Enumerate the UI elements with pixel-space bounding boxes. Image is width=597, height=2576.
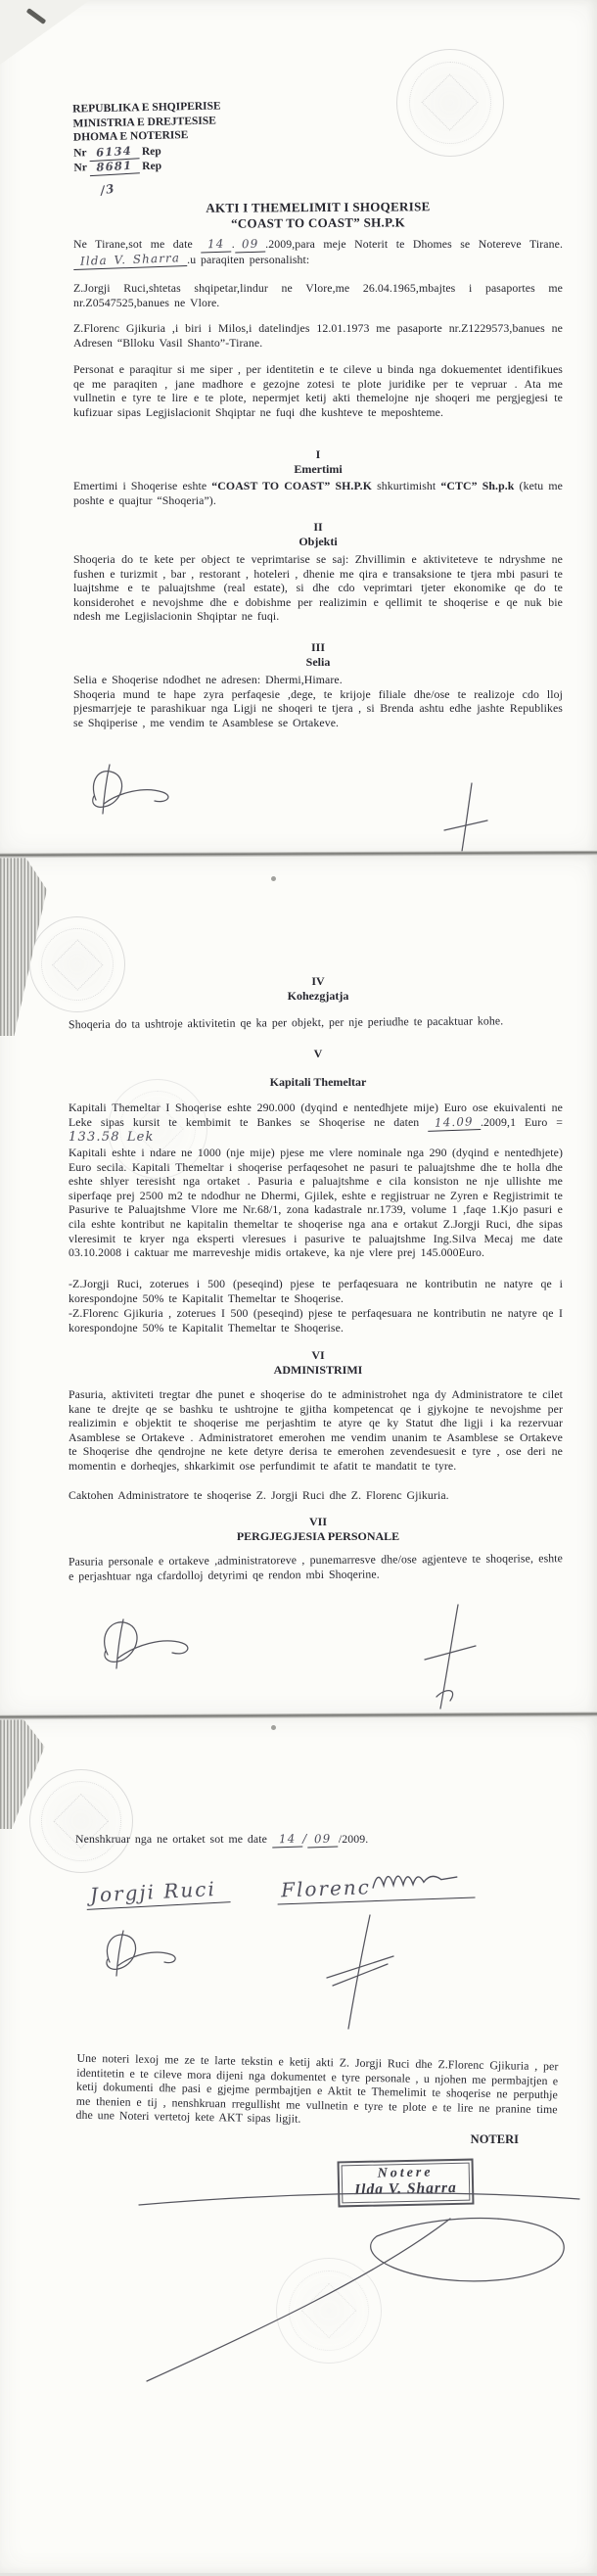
notary-stamp-title: Notere	[377, 2165, 434, 2181]
letterhead-line-1: REPUBLIKA E SHQIPERISE	[72, 100, 221, 116]
staple-mark	[271, 876, 276, 881]
paper-fold-corner	[0, 0, 90, 65]
signing-date-line	[75, 1832, 506, 1848]
article-1-seg-3: shkurtimisht	[372, 479, 441, 492]
article-5-seg-2: .2009,1 Euro =	[480, 1114, 563, 1129]
article-5-capital-paragraph	[69, 1101, 563, 1146]
document-title-line-1: AKTI I THEMELIMIT I SHOQERISE	[206, 199, 431, 215]
article-6-administrators-line: Caktohen Administratore te shoqerise Z. Jorgji Ruci dhe Z. Florenc Gjikuria.	[69, 1488, 449, 1502]
florenc-cross-mark-page3	[323, 1913, 401, 2031]
article-2-body: Shoqeria do te kete per object te veprimtarise se saj: Zhvillimin e aktiviteteve te ndryshme ne fushen e turizmit , bar , restorant , hoteleri , dhenie me qira e transaksione te tjera mbi pasuri te luajtshme e te paluajtshme (real estate), si dhe cdo veprimtari tjeter ekonomike qe do te konsiderohet e nevojshme dhe e dobishme per realizimin e qellimit te shoqerise e qe nuk bie ndesh me Legjislacionin Shqiptar ne fuqi.	[73, 552, 563, 624]
article-1-number: I	[315, 447, 321, 461]
article-1-title: Emertimi	[294, 462, 343, 476]
article-5-title: Kapitali Themeltar	[269, 1075, 367, 1089]
jorgji-initials-signature-page3	[96, 1925, 190, 1982]
intro-paragraph	[73, 237, 563, 267]
rep-2-handwritten-number: 8681	[89, 158, 140, 175]
article-5-number: V	[313, 1047, 323, 1060]
article-7-number: VII	[308, 1515, 327, 1528]
article-1-seg-1: Emertimi i Shoqerise eshte	[73, 479, 212, 492]
rep-1-handwritten-number: 6134	[89, 143, 140, 161]
document-title-line-2: “COAST TO COAST” SH.P.K	[230, 213, 406, 231]
signing-pre: Nenshkruar nga ne ortaket sot me date	[75, 1832, 267, 1846]
article-2-number: II	[313, 520, 323, 534]
notary-signature-flourish	[127, 2185, 587, 2396]
letterhead-line-2: MINISTRIA E DREJTESISE	[72, 115, 216, 130]
article-3-title: Selia	[305, 655, 331, 669]
article-4-title: Kohezgjatja	[287, 989, 349, 1003]
company-name-bold: “COAST TO COAST” SH.P.K	[211, 479, 373, 492]
handwritten-signing-month: 09	[307, 1831, 339, 1848]
handwritten-exchange-rate: 133.58 Lek	[69, 1130, 155, 1146]
article-3-body	[73, 673, 563, 729]
signing-post: /2009.	[338, 1832, 369, 1846]
rep-2-handwritten-subnumber: /3	[99, 180, 116, 198]
florenc-signature-text: Florenc	[280, 1875, 372, 1902]
jorgji-initials-signature-page1	[80, 757, 188, 820]
intro-post: .u paraqiten personalisht:	[187, 252, 310, 266]
rep-1-label: Nr	[73, 146, 87, 160]
share-florenc-paragraph: -Z.Florenc Gjikuria , zoterues I 500 (peseqind) pjese te perfaqesuara ne kontributin ne natyre qe I korespondojne 50% te Kapitalit Themeltar te Shoqerise.	[69, 1306, 563, 1335]
florenc-signature-flourish	[370, 1865, 461, 1894]
letterhead-line-3: DHOMA E NOTERISE	[72, 129, 189, 144]
handwritten-day: 14	[201, 236, 232, 253]
notary-stamp-name: Ilda V. Sharra	[353, 2178, 457, 2199]
article-4-number: IV	[311, 974, 325, 988]
document-title	[73, 198, 563, 231]
article-7-title: PERGJEGJESIA PERSONALE	[236, 1529, 400, 1543]
article-6-body: Pasuria, aktiviteti tregtar dhe punet e shoqerise do te administrohet nga dy Administratore te cilet kane te drejte qe se bashku te ushtrojne te gjitha kompetencat qe i gjykojne te nevojshme per realizimin e objektit te shoqerise me perjashtim te atyre qe ky Statut dhe ligji i ka rezervuar Asamblese se Ortakeve . Administratoret emerohen me vendim unanim te Asamblese se Ortakeve te Shoqerise dhe qendrojne ne kete detyre derisa te emerohen zevendesuesit e tyre , ose deri ne momentin e dorheqjes, shkarkimit ose perfundimit te afatit te mandatit te tyre.	[69, 1387, 563, 1473]
jorgji-ruci-handwritten-signature: Jorgji Ruci	[85, 1876, 230, 1910]
notary-attestation-paragraph: Une noteri lexoj me ze te larte tekstin e ketij akti Z. Jorgji Ruci dhe Z.Florenc Gjikuria , per identitetin e te cileve mora dijeni nga dokumentet e tyre personale , u njohen me permbajtjen e ketij dokumenti dhe pasi e gjejme permbajtjen e Aktit te Themelimit te shoqerise ne perputhje me thenien e tij , nenshkruan rregullisht me vullnetin e tyre te plote e te lire ne pranine time dhe une Noteri vertetoj kete AKT sipas ligjit.	[75, 2050, 559, 2127]
company-abbreviation-bold: “CTC” Sh.p.k	[440, 479, 515, 492]
article-3-body-1: Selia e Shoqerise ndodhet ne adresen: Dhermi,Himare.	[73, 673, 343, 686]
handwritten-notary-name: Ilda V. Sharra	[73, 251, 188, 270]
article-7-body: Pasuria personale e ortakeve ,administratoreve , punemarresve dhe/ose agjenteve te shoqerise, eshte e perjashtuar nga cfardolloj detyrimi qe rendon mbi Shoqerine.	[68, 1551, 563, 1583]
rep-1-suffix: Rep	[141, 145, 161, 158]
intro-pre: Ne Tirane,sot me date	[73, 237, 193, 251]
florenc-handwritten-signature	[276, 1864, 475, 1904]
founder-1-paragraph: Z.Jorgji Ruci,shtetas shqipetar,lindur ne Vlore,me 26.04.1965,mbajtes i pasaportes me nr.Z0547525,banues ne Vlore.	[73, 281, 563, 309]
article-5-property-paragraph: Kapitali eshte i ndare ne 1000 (nje mije) pjese me vlere nominale nga 290 (dyqind e nentedhjete) Euro secila. Kapitali Themeltar i shoqerise perfaqesohet ne pasuri te paluajtshme dhe te holla dhe eshte shlyer teresisht nga ortaket . Pasuria e paluajtshme e cila konsiston ne nje ullishte me siperfaqe prej 2500 m2 te ndodhur ne Dhermi, Gjilek, eshte e regjistruar ne Zyren e Regjistrimit te Pasurive te Paluajtshme Vlore me Nr.68/1, zona kadastrale nr.1739, volume 1 ,faqe 1.Kjo pasuri e cila eshte kontribut ne kapitalin themeltar te shoqerise nga ana e ortakut Z.Jorgji Ruci, dhe sipas vleresimit te kryer nga eksperti vleresues i pasurive te paluajtshme Ing.Silva Mecaj me date 03.10.2008 i caktuar me marreveshje midis ortakeve, ka nje vlere prej 145.000Euro.	[69, 1146, 563, 1260]
handwritten-month: 09	[234, 236, 265, 253]
article-2-title: Objekti	[298, 535, 338, 548]
article-3-number: III	[310, 640, 325, 654]
article-5-seg-1: Kapitali Themeltar I Shoqerise eshte 290.000 (dyqind e nentedhjete mije) Euro ose ekuivalenti ne Leke sipas kursit te kembimit te Bankes se Shoqerise ne daten	[69, 1101, 563, 1129]
handwritten-signing-day: 14	[272, 1831, 303, 1848]
letterhead	[72, 99, 222, 198]
florenc-cross-mark-page2	[419, 1603, 482, 1710]
declaration-paragraph: Personat e paraqitur si me siper , per identitetin e te cileve u binda nga dokuementet identifikues qe me paraqiten , jane madhore e gezojne zotesi te plote juridike per te vepruar . Ata me vullnetin e tyre te lire e te plote, nepermjet ketij akti themelojne nje shoqeri me pergjegjesi te kufizuar sipas Legjislacionit Shqiptar ne fuqi dhe kushteve te meposhteme.	[73, 362, 563, 419]
intro-dot: .	[231, 237, 235, 251]
round-notary-stamp-top	[396, 49, 504, 157]
rep-2-label: Nr	[73, 162, 87, 174]
article-4-body: Shoqeria do ta ushtroje aktivitetin qe ka per objekt, per nje periudhe te pacaktuar kohe.	[68, 1013, 504, 1032]
jorgji-initials-signature-page2	[90, 1610, 207, 1674]
article-1-seg-5: (ketu me poshte e quajtur “Shoqeria”).	[73, 479, 563, 507]
share-jorgji-paragraph: -Z.Jorgji Ruci, zoterues i 500 (peseqind) pjese te perfaqesuara ne kontributin ne natyre qe i korespondojne 50% te Kapitalit Themeltar te Shoqerise.	[69, 1277, 563, 1305]
noteri-label: NOTERI	[470, 2132, 519, 2146]
round-notary-stamp-page3	[29, 1769, 133, 1873]
rep-2-suffix: Rep	[142, 160, 162, 173]
handwritten-capital-date: 14.09	[428, 1114, 481, 1131]
staple-mark	[271, 1725, 276, 1730]
article-6-title: ADMINISTRIMI	[273, 1363, 363, 1377]
page-3	[0, 1717, 597, 2573]
page-2	[0, 856, 597, 1715]
intro-mid: .2009,para meje Noterit te Dhomes se Notereve Tirane.	[265, 237, 563, 251]
founder-2-paragraph: Z.Florenc Gjikuria ,i biri i Milos,i datelindjes 12.01.1973 me pasaporte nr.Z1229573,banues ne Adresen “Blloku Vasil Shanto”-Tirane.	[73, 321, 563, 350]
article-1-body	[73, 479, 563, 507]
article-6-number: VI	[311, 1348, 325, 1362]
page-1	[0, 0, 597, 854]
article-3-body-2: Shoqeria mund te hape zyra perfaqesie ,dege, te krijoje filiale dhe/ose te realizoje cdo lloj pjesmarrjeje te parashikuar nga Ligji ne shoqeri te tjera , si Brenda ashtu edhe jashte Republikes se Shqiperise , me vendim te Asamblese se Ortakeve.	[73, 686, 563, 729]
handwritten-slash: /	[302, 1832, 308, 1846]
